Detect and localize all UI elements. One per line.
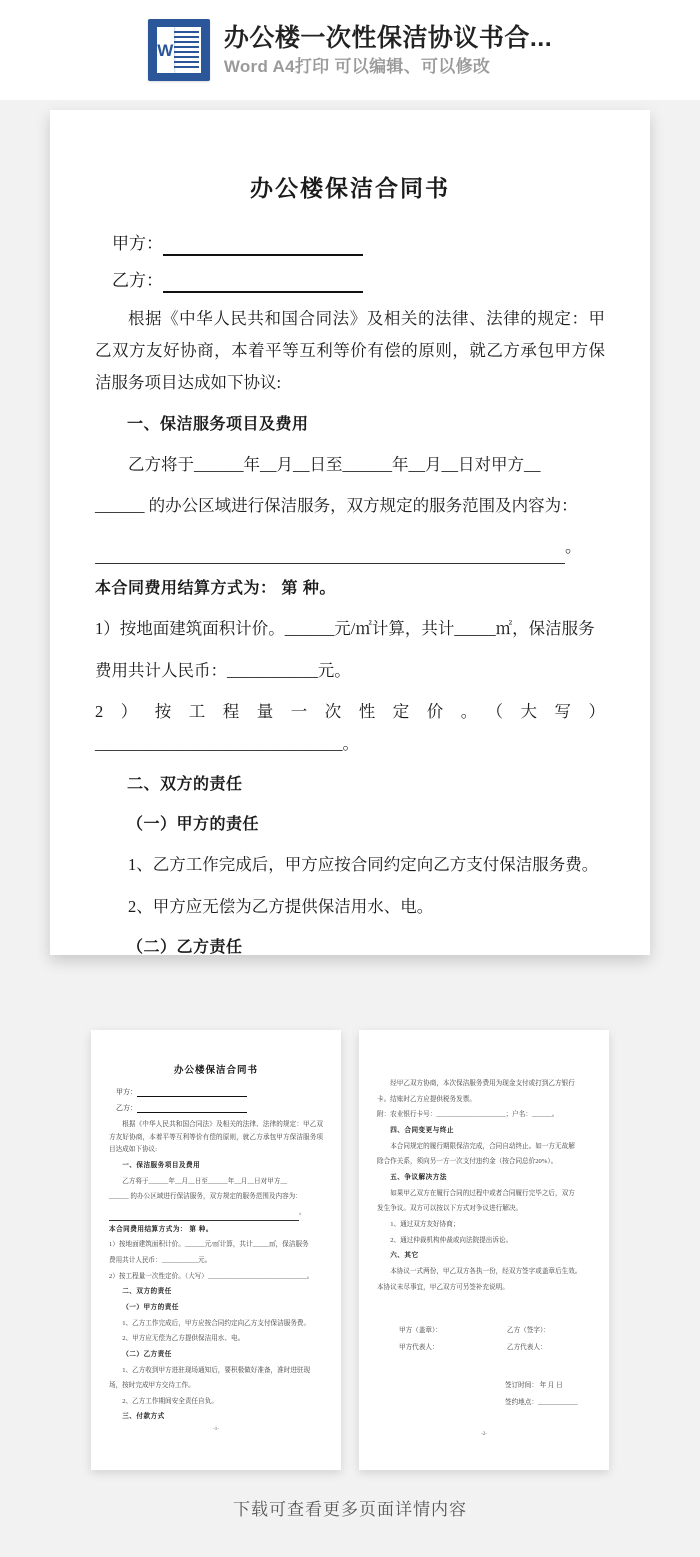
thumb1-b1a: 1、乙方收到甲方进驻现场通知后，要积极做好准备，准时进驻现 <box>122 1366 311 1374</box>
thumb2-p1b: 卡。结账时乙方应提供税务发票。 <box>377 1095 476 1103</box>
thumb1-s1-line2: ______ 的办公区域进行保洁服务，双方规定的服务范围及内容为： <box>109 1193 302 1201</box>
document-title: 办公楼保洁合同书 <box>250 175 450 201</box>
sign-time-label: 签订时间： 年 月 日 <box>505 1382 563 1390</box>
thumb1-intro: 根据《中华人民共和国合同法》及相关的法律、法律的规定：甲乙双方友好协商，本着平等互利等价有偿的原则，就乙方承包甲方保洁服务项目达成如下协议: <box>109 1121 323 1154</box>
thumb1-settlement: 本合同费用结算方式为： 第 种。 <box>109 1225 213 1233</box>
thumb1-section-3: 三、付款方式 <box>122 1413 165 1421</box>
page-subtitle: Word A4打印 可以编辑、可以修改 <box>223 56 491 76</box>
document-intro: 根据《中华人民共和国合同法》及相关的法律、法律的规定：甲乙双方友好协商，本着平等互利等价有偿的原则，就乙方承包甲方保洁服务项目达成如下协议: <box>95 309 605 393</box>
thumb2-s4b: 除合作关系，须向另一方一次支付违约金（按合同总价20%）。 <box>377 1158 558 1166</box>
download-hint: 下载可查看更多页面详情内容 <box>233 1500 467 1519</box>
thumb1-s1-blank: 。 <box>109 1207 323 1221</box>
thumb2-s6b: 本协议未尽事宜，甲乙双方可另签补充说明。 <box>377 1283 509 1291</box>
thumb1-opt1a: 1）按地面建筑面积计价。______元/㎡计算，共计_____㎡，保洁服务 <box>109 1241 309 1249</box>
settlement-option-1a: 1）按地面建筑面积计价。______元/㎡计算，共计_____㎡，保洁服务 <box>95 619 595 639</box>
header-inner <box>148 19 552 81</box>
signature-row-representative <box>377 1341 591 1351</box>
section-2b-heading: （二）乙方责任 <box>127 938 243 955</box>
thumb2-attachment: 附：农业银行卡号：_____________________；户名：______。 <box>377 1111 559 1119</box>
party-a-rep-label: 甲方代表人： <box>399 1344 439 1352</box>
thumb2-page-number: -2- <box>481 1432 487 1438</box>
section-2-heading: 二、双方的责任 <box>127 776 243 794</box>
thumb1-opt1b: 费用共计人民币：___________元。 <box>109 1256 212 1264</box>
thumb1-section-1: 一、保洁服务项目及费用 <box>122 1161 201 1169</box>
thumb1-a1: 1、乙方工作完成后，甲方应按合同约定向乙方支付保洁服务费。 <box>122 1319 311 1327</box>
sign-place-label: 签约地点：____________ <box>505 1399 578 1407</box>
thumb2-p1a: 经甲乙双方协商，本次保洁服务费用为现金支付或打到乙方银行 <box>390 1080 575 1087</box>
thumb2-s6a: 本协议一式两份，甲乙双方各执一份，经双方签字或盖章后生效。 <box>390 1267 582 1275</box>
thumb2-section-4: 四、合同变更与终止 <box>390 1126 455 1134</box>
party-a-line <box>95 229 605 256</box>
party-b-sign-label: 乙方（签字）： <box>507 1327 550 1335</box>
thumbnail-page-2[interactable] <box>359 1030 609 1470</box>
section-1-line-2: ______ 的办公区域进行保洁服务，双方规定的服务范围及内容为： <box>95 495 578 515</box>
thumb1-s1-line1: 乙方将于______年__月__日至______年__月__日对甲方__ <box>122 1177 288 1185</box>
settlement-line: 本合同费用结算方式为： 第 种。 <box>95 580 336 598</box>
word-document-icon <box>148 19 210 81</box>
thumbnail-2-body <box>377 1078 591 1437</box>
thumb1-b1b: 场，按时完成甲方交待工作。 <box>109 1382 195 1390</box>
thumb2-section-6: 六、其它 <box>390 1252 419 1260</box>
thumb2-s5-2: 2、通过仲裁机构仲裁或向法院提出诉讼。 <box>390 1236 513 1244</box>
party-b-line <box>95 266 605 293</box>
thumb2-s5-1: 1、通过双方友好协商； <box>390 1220 460 1228</box>
header-text <box>224 24 552 76</box>
thumb1-page-number: -1- <box>213 1427 219 1433</box>
thumb2-s4a: 本合同规定的履行期限保洁完成，合同自动终止。如一方无故解 <box>390 1142 575 1150</box>
thumb1-section-2b: （二）乙方责任 <box>122 1350 172 1358</box>
thumb2-s5b: 发生争议。双方可以按以下方式对争议进行解决。 <box>377 1205 523 1213</box>
thumbnail-1-body <box>109 1062 323 1432</box>
document-body <box>95 170 605 955</box>
word-icon-lines <box>174 31 199 69</box>
section-2a-heading: （一）甲方的责任 <box>127 816 260 834</box>
thumb1-title: 办公楼保洁合同书 <box>173 1065 258 1076</box>
section-1-line-1: 乙方将于______年__月__日至______年__月__日对甲方__ <box>128 454 541 474</box>
party-a-label: 甲方： <box>112 234 163 253</box>
thumb1-party-a: 甲方： <box>109 1087 323 1097</box>
thumb1-section-2a: （一）甲方的责任 <box>122 1303 179 1311</box>
party-a-seal-label: 甲方（盖章）： <box>399 1327 442 1335</box>
clause-a-2: 2、甲方应无偿为乙方提供保洁用水、电。 <box>128 896 434 916</box>
thumb1-opt2: 2）按工程量一次性定价。（大写）______________________________。 <box>109 1272 314 1280</box>
section-1-blank-line: 。 <box>95 531 605 564</box>
thumbnail-strip <box>0 1030 700 1470</box>
signature-row-seal <box>377 1324 591 1334</box>
thumb1-a2: 2、甲方应无偿为乙方提供保洁用水、电。 <box>122 1335 245 1343</box>
thumb1-b2: 2、乙方工作期间安全责任自负。 <box>122 1397 218 1405</box>
thumb1-party-b: 乙方： <box>109 1103 323 1113</box>
sign-date-block <box>377 1379 591 1406</box>
settlement-option-2: 2）按工程量一次性定价。（大写）______________________________。 <box>95 701 605 753</box>
header-bar <box>0 0 700 100</box>
word-icon-letter: W <box>157 40 174 60</box>
thumbnail-page-1[interactable] <box>91 1030 341 1470</box>
party-b-rep-label: 乙方代表人： <box>507 1344 547 1352</box>
signature-block <box>377 1324 591 1351</box>
page-title: 办公楼一次性保洁协议书合... <box>223 23 553 52</box>
party-b-label: 乙方： <box>112 271 163 290</box>
document-preview-page-1[interactable] <box>50 110 650 955</box>
thumb2-section-5: 五、争议解决方法 <box>390 1173 447 1181</box>
settlement-option-1b: 费用共计人民币：___________元。 <box>95 660 351 680</box>
section-1-heading: 一、保洁服务项目及费用 <box>127 415 309 433</box>
thumb2-s5a: 如果甲乙双方在履行合同的过程中或者合同履行完毕之后，双方 <box>390 1189 575 1197</box>
thumb1-section-2: 二、双方的责任 <box>122 1288 172 1296</box>
clause-a-1: 1、乙方工作完成后，甲方应按合同约定向乙方支付保洁服务费。 <box>128 855 599 875</box>
